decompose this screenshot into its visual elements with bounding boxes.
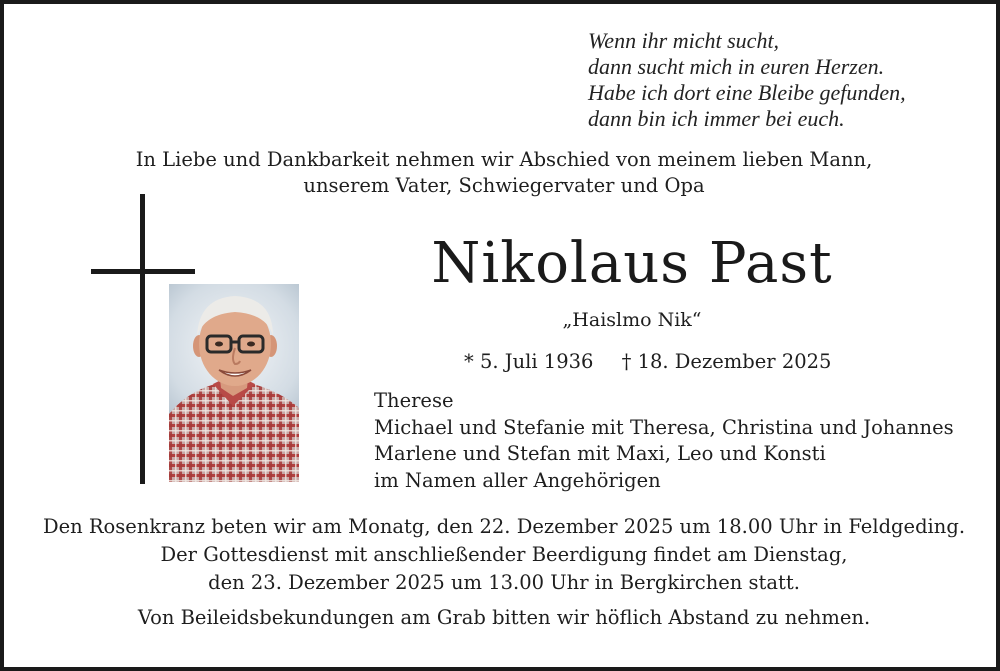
- birth-date: * 5. Juli 1936: [464, 350, 594, 373]
- cross-icon: [140, 194, 145, 484]
- poem-line: dann bin ich immer bei euch.: [588, 106, 845, 131]
- poem-line: dann sucht mich in euren Herzen.: [588, 54, 885, 79]
- rosary-info: Den Rosenkranz beten wir am Monatg, den 22. Dezember 2025 um 18.00 Uhr in Feldgeding.: [42, 515, 966, 538]
- poem: [588, 28, 906, 132]
- death-date: † 18. Dezember 2025: [621, 350, 832, 373]
- portrait-photo: [169, 284, 299, 482]
- family-member: Michael und Stefanie mit Theresa, Christina und Johannes: [374, 415, 954, 439]
- condolences-note: Von Beileidsbekundungen am Grab bitten wir höflich Abstand zu nehmen.: [137, 606, 871, 629]
- poem-line: Habe ich dort eine Bleibe gefunden,: [588, 80, 906, 105]
- intro-line-1: In Liebe und Dankbarkeit nehmen wir Abschied von meinem lieben Mann,: [135, 148, 873, 171]
- poem-line: Wenn ihr micht sucht,: [588, 28, 780, 53]
- family-list: [374, 388, 954, 494]
- funeral-info-line-1: Der Gottesdienst mit anschließender Beerdigung findet am Dienstag,: [160, 543, 848, 566]
- cross-icon-bar: [91, 269, 195, 274]
- family-member: im Namen aller Angehörigen: [374, 468, 661, 492]
- deceased-nickname: „Haislmo Nik“: [562, 309, 702, 331]
- life-dates: [464, 348, 853, 376]
- family-member: Therese: [374, 389, 454, 412]
- deceased-name: Nikolaus Past: [431, 231, 833, 296]
- funeral-info-line-2: den 23. Dezember 2025 um 13.00 Uhr in Bergkirchen statt.: [208, 571, 800, 594]
- intro-line-2: unserem Vater, Schwiegervater und Opa: [303, 174, 705, 197]
- family-member: Marlene und Stefan mit Maxi, Leo und Konsti: [374, 442, 826, 465]
